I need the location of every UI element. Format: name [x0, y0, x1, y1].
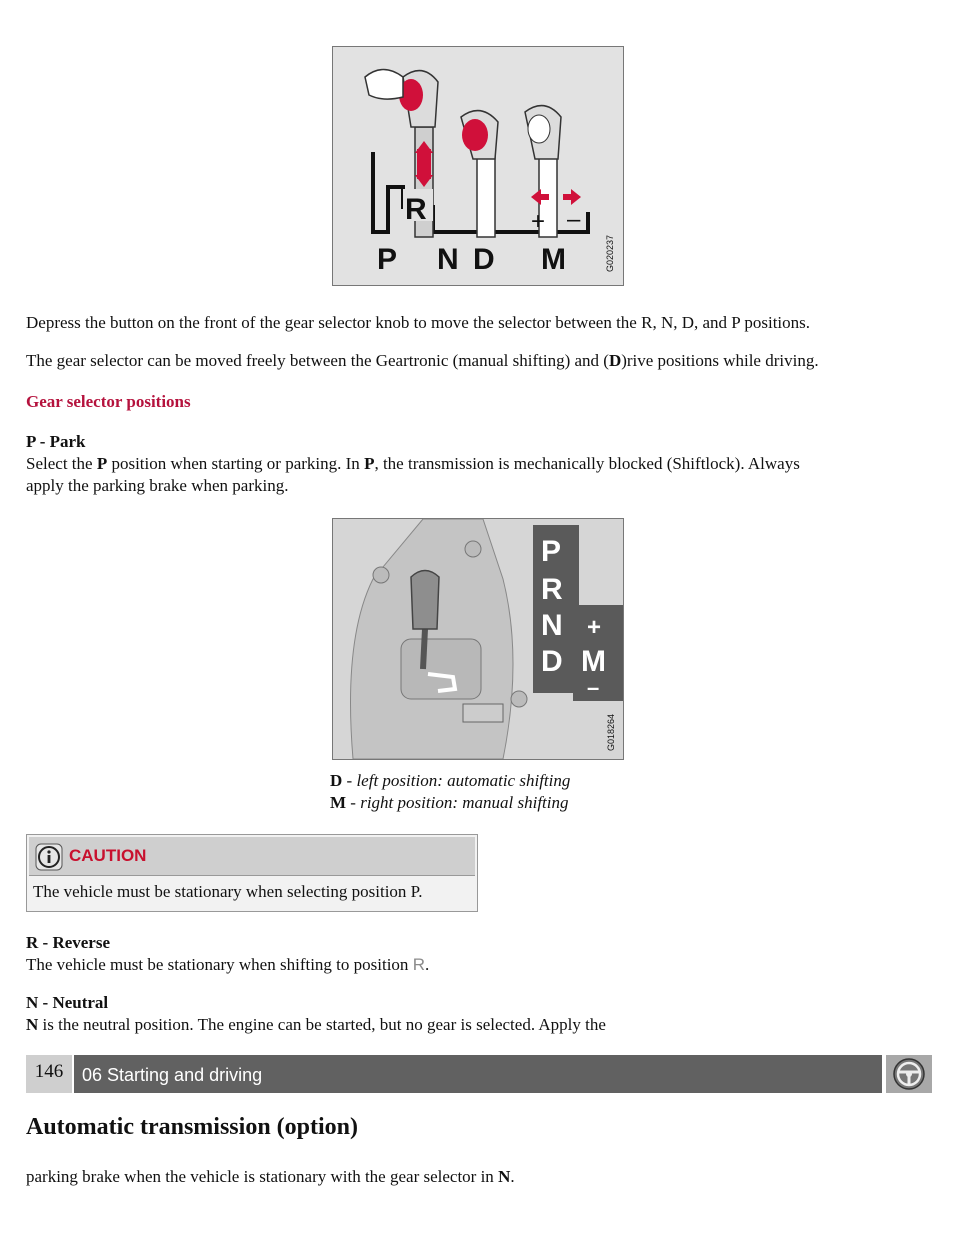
- park-paragraph: [26, 453, 936, 497]
- page-footer-bar: [26, 1055, 932, 1093]
- minus-label: –: [567, 206, 581, 233]
- park-title: [26, 431, 86, 453]
- indicator-minus: –: [587, 675, 600, 700]
- park-text-2: position when starting or parking. In: [107, 454, 365, 473]
- caption-m-sep: -: [346, 793, 361, 812]
- indicator-label-r: R: [541, 573, 563, 606]
- indicator-label-m: M: [581, 645, 606, 678]
- reverse-title: [26, 932, 110, 954]
- figure-caption-d: [330, 770, 570, 792]
- gear-label-m: M: [541, 243, 566, 276]
- reverse-gate-label: R: [405, 193, 427, 226]
- caption-d-bold: D: [330, 771, 343, 790]
- reverse-title-text: R - Reverse: [26, 933, 111, 952]
- park-text-3: , the transmission is mechanically blocked (Shiftlock). Always: [374, 454, 800, 473]
- caption-m-bold: M: [330, 793, 347, 812]
- section-name: 06 Starting and driving: [74, 1055, 882, 1093]
- reverse-end: .: [424, 955, 430, 974]
- park-text-1: Select the: [26, 454, 97, 473]
- gear-selector-figure: [332, 46, 624, 286]
- plus-label: +: [531, 208, 546, 235]
- gear-label-p: P: [377, 243, 398, 276]
- continuation-text: parking brake when the vehicle is stationary with the gear selector in: [26, 1167, 499, 1186]
- indicator-label-d: D: [541, 645, 563, 678]
- steering-wheel-icon: [886, 1055, 932, 1093]
- caption-m-text: right position: manual shifting: [360, 793, 569, 812]
- continuation-bold: N: [498, 1167, 511, 1186]
- park-title-text: P - Park: [26, 432, 86, 451]
- neutral-paragraph: [26, 1014, 936, 1036]
- caution-title: CAUTION: [69, 846, 147, 865]
- reverse-paragraph: [26, 954, 429, 976]
- intro-paragraph-1: Depress the button on the front of the gear selector knob to move the selector between the R, N, D, and P positions.: [26, 313, 811, 332]
- indicator-plus: +: [587, 614, 602, 641]
- intro-text: The gear selector can be moved freely between the Geartronic (manual shifting) and (: [26, 351, 609, 370]
- gear-label-n: N: [437, 243, 459, 276]
- footer-icon-box: [886, 1055, 932, 1093]
- figure-code: G018264: [606, 713, 616, 751]
- continuation-paragraph: [26, 1166, 515, 1188]
- intro-text-end: )rive positions while driving.: [621, 351, 819, 370]
- info-icon: [35, 843, 63, 871]
- intro-paragraph-2: [26, 350, 936, 372]
- reverse-letter: R: [412, 955, 425, 974]
- figure-code: G020237: [605, 234, 615, 272]
- intro-bold: D: [608, 351, 622, 370]
- page-heading: Automatic transmission (option): [26, 1114, 359, 1140]
- caption-d-sep: -: [342, 771, 357, 790]
- continuation-end: .: [510, 1167, 515, 1186]
- section-heading: Gear selector positions: [26, 392, 191, 411]
- caution-box: [26, 834, 478, 912]
- caption-d-text: left position: automatic shifting: [356, 771, 571, 790]
- neutral-text: is the neutral position. The engine can be started, but no gear is selected. Apply the: [38, 1015, 606, 1034]
- caution-header: [29, 837, 475, 876]
- park-bold-1: P: [96, 454, 108, 473]
- figure-caption-m: [330, 792, 569, 814]
- park-text-4: apply the parking brake when parking.: [26, 476, 289, 495]
- indicator-label-p: P: [541, 535, 562, 568]
- neutral-title: [26, 992, 108, 1014]
- neutral-bold: N: [26, 1015, 39, 1034]
- console-figure: [332, 518, 624, 760]
- reverse-text: The vehicle must be stationary when shifting to position: [26, 955, 413, 974]
- page-number: 146: [26, 1055, 72, 1093]
- neutral-title-text: N - Neutral: [26, 993, 109, 1012]
- caution-body: The vehicle must be stationary when selecting position P.: [33, 882, 423, 901]
- indicator-label-n: N: [541, 609, 563, 642]
- park-bold-2: P: [364, 454, 375, 473]
- gear-label-d: D: [473, 243, 495, 276]
